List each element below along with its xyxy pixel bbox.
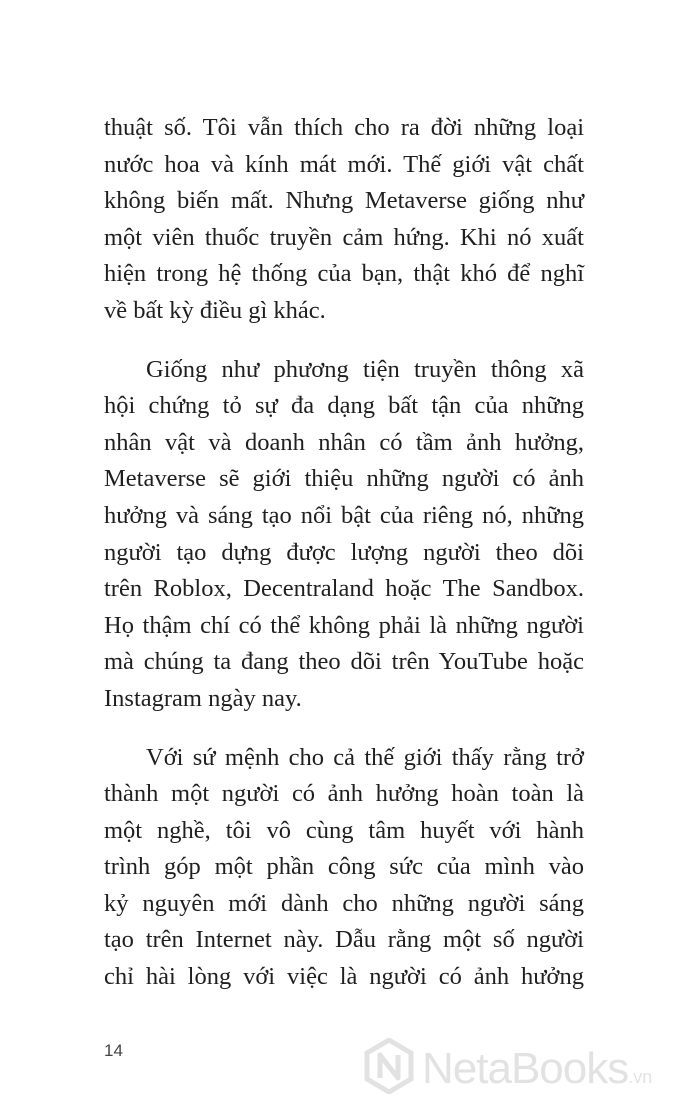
text-line: một nghề, tôi vô cùng tâm huyết với hành <box>104 816 584 844</box>
watermark <box>364 1038 652 1099</box>
text-line: Instagram ngày nay. <box>104 684 302 712</box>
text-line: không biến mất. Nhưng Metaverse giống như <box>104 187 584 215</box>
page-number: 14 <box>104 1041 123 1060</box>
text-line: Họ thậm chí có thể không phải là những người <box>104 611 584 639</box>
text-line: Metaverse sẽ giới thiệu những người có ảnh <box>104 465 584 493</box>
text-line: hiện trong hệ thống của bạn, thật khó để nghĩ <box>104 260 584 288</box>
text-line: thành một người có ảnh hưởng hoàn toàn là <box>104 780 584 808</box>
text-line: nhân vật và doanh nhân có tầm ảnh hưởng, <box>104 428 584 456</box>
paragraph-gap <box>104 718 584 740</box>
text-line: hội chứng tỏ sự đa dạng bất tận của những <box>104 392 584 420</box>
text-line: nước hoa và kính mát mới. Thế giới vật chất <box>104 150 584 178</box>
page-body <box>104 110 584 996</box>
paragraph <box>104 740 584 996</box>
text-line: hưởng và sáng tạo nổi bật của riêng nó, những <box>104 501 584 529</box>
text-line: một viên thuốc truyền cảm hứng. Khi nó xuất <box>104 223 584 251</box>
text-line: người tạo dựng được lượng người theo dõi <box>104 538 584 566</box>
text-line: về bất kỳ điều gì khác. <box>104 296 326 324</box>
text-line: trên Roblox, Decentraland hoặc The Sandbox. <box>104 575 584 603</box>
netabooks-logo-icon <box>364 1038 414 1099</box>
text-line: chỉ hài lòng với việc là người có ảnh hưởng <box>104 963 584 991</box>
paragraph-gap <box>104 330 584 352</box>
paragraph <box>104 110 584 330</box>
text-line: Giống như phương tiện truyền thông xã <box>146 355 584 383</box>
text-line: tạo trên Internet này. Dẫu rằng một số người <box>104 926 584 954</box>
text-line: mà chúng ta đang theo dõi trên YouTube hoặc <box>104 648 584 676</box>
text-line: kỷ nguyên mới dành cho những người sáng <box>104 889 584 917</box>
text-line: thuật số. Tôi vẫn thích cho ra đời những loại <box>104 114 584 141</box>
text-line: Với sứ mệnh cho cả thế giới thấy rằng trở <box>146 743 584 771</box>
watermark-text: NetaBooks.vn <box>422 1043 653 1093</box>
text-line: trình góp một phần công sức của mình vào <box>104 853 584 881</box>
paragraph <box>104 352 584 718</box>
